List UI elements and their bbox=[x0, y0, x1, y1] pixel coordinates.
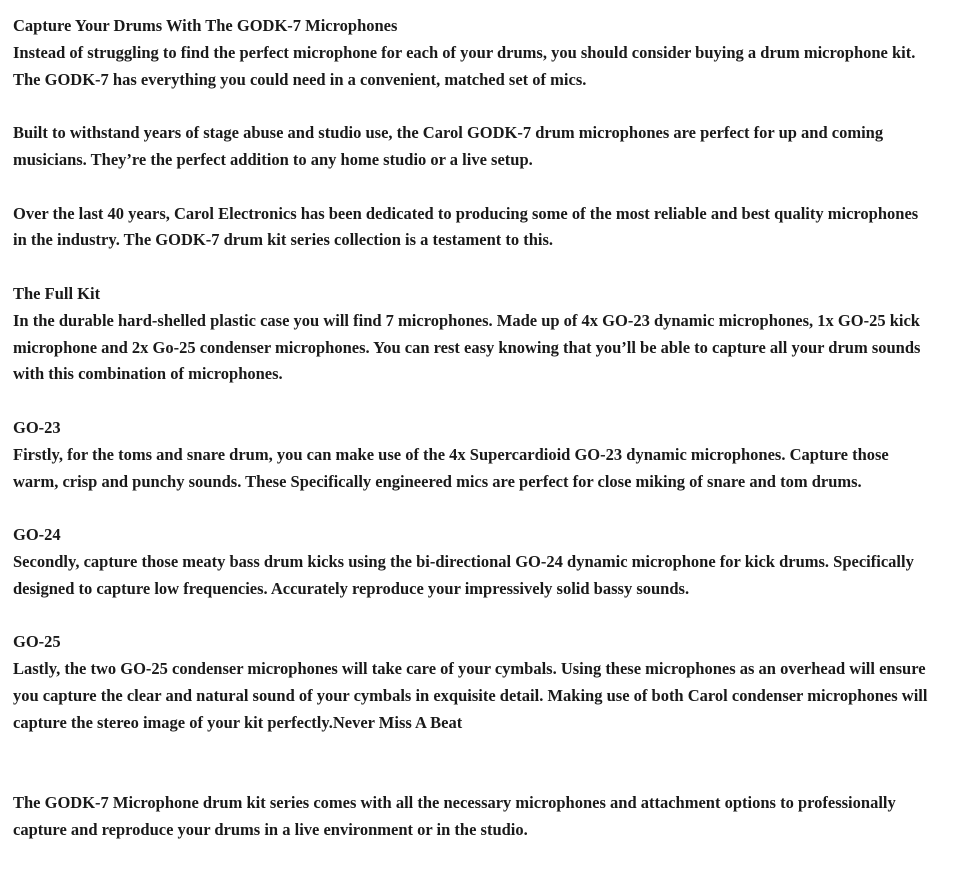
history-paragraph: Over the last 40 years, Carol Electronics has been dedicated to producing some of the most reliable and best quality microphones in the industry. The GODK-7 drum kit series collection is a testament to this. bbox=[13, 203, 919, 250]
go23-heading: GO-23 bbox=[13, 417, 61, 437]
go23-section bbox=[13, 415, 933, 495]
built-paragraph: Built to withstand years of stage abuse and studio use, the Carol GODK-7 drum microphones are perfect for up and coming musicians. They’re the perfect addition to any home studio or a live setup. bbox=[13, 123, 884, 169]
full-kit-section bbox=[13, 281, 933, 388]
full-kit-paragraph: In the durable hard-shelled plastic case you will find 7 microphones. Made up of 4x GO-23 dynamic microphones, 1x GO-25 kick microphone and 2x Go-25 condenser microphones. You can rest easy knowing that you’ll be able to capture all your drum sounds with this combination of microphones. bbox=[13, 310, 921, 384]
intro-section bbox=[13, 13, 933, 93]
go24-heading: GO-24 bbox=[13, 525, 61, 545]
go25-heading: GO-25 bbox=[13, 632, 61, 652]
closing-paragraph: The GODK-7 Microphone drum kit series comes with all the necessary microphones and attachment options to professionally capture and reproduce your drums in a live environment or in the studio. bbox=[13, 793, 896, 839]
closing-section bbox=[13, 790, 933, 844]
go25-section bbox=[13, 629, 933, 736]
history-section bbox=[13, 201, 933, 255]
intro-paragraph: Instead of struggling to find the perfect microphone for each of your drums, you should consider buying a drum microphone kit. The GODK-7 has everything you could need in a convenient, matched set of mics. bbox=[13, 42, 916, 89]
article-title: Capture Your Drums With The GODK-7 Microphones bbox=[13, 16, 398, 35]
go25-paragraph: Lastly, the two GO-25 condenser microphones will take care of your cymbals. Using these microphones as an overhead will ensure you capture the clear and natural sound of your cymbals in exquisite detail. Making use of both Carol condenser microphones will capture the stereo image of your kit perfectly.Never Miss A Beat bbox=[13, 659, 928, 732]
go24-section bbox=[13, 522, 933, 602]
full-kit-heading: The Full Kit bbox=[13, 283, 101, 303]
built-section bbox=[13, 120, 933, 174]
go24-paragraph: Secondly, capture those meaty bass drum kicks using the bi-directional GO-24 dynamic microphone for kick drums. Specifically designed to capture low frequencies. Accurately reproduce your impressively solid bassy sounds. bbox=[13, 551, 914, 598]
go23-paragraph: Firstly, for the toms and snare drum, you can make use of the 4x Supercardioid GO-23 dynamic microphones. Capture those warm, crisp and punchy sounds. These Specifically engineered mics are perfect for close miking of snare and tom drums. bbox=[13, 444, 889, 491]
